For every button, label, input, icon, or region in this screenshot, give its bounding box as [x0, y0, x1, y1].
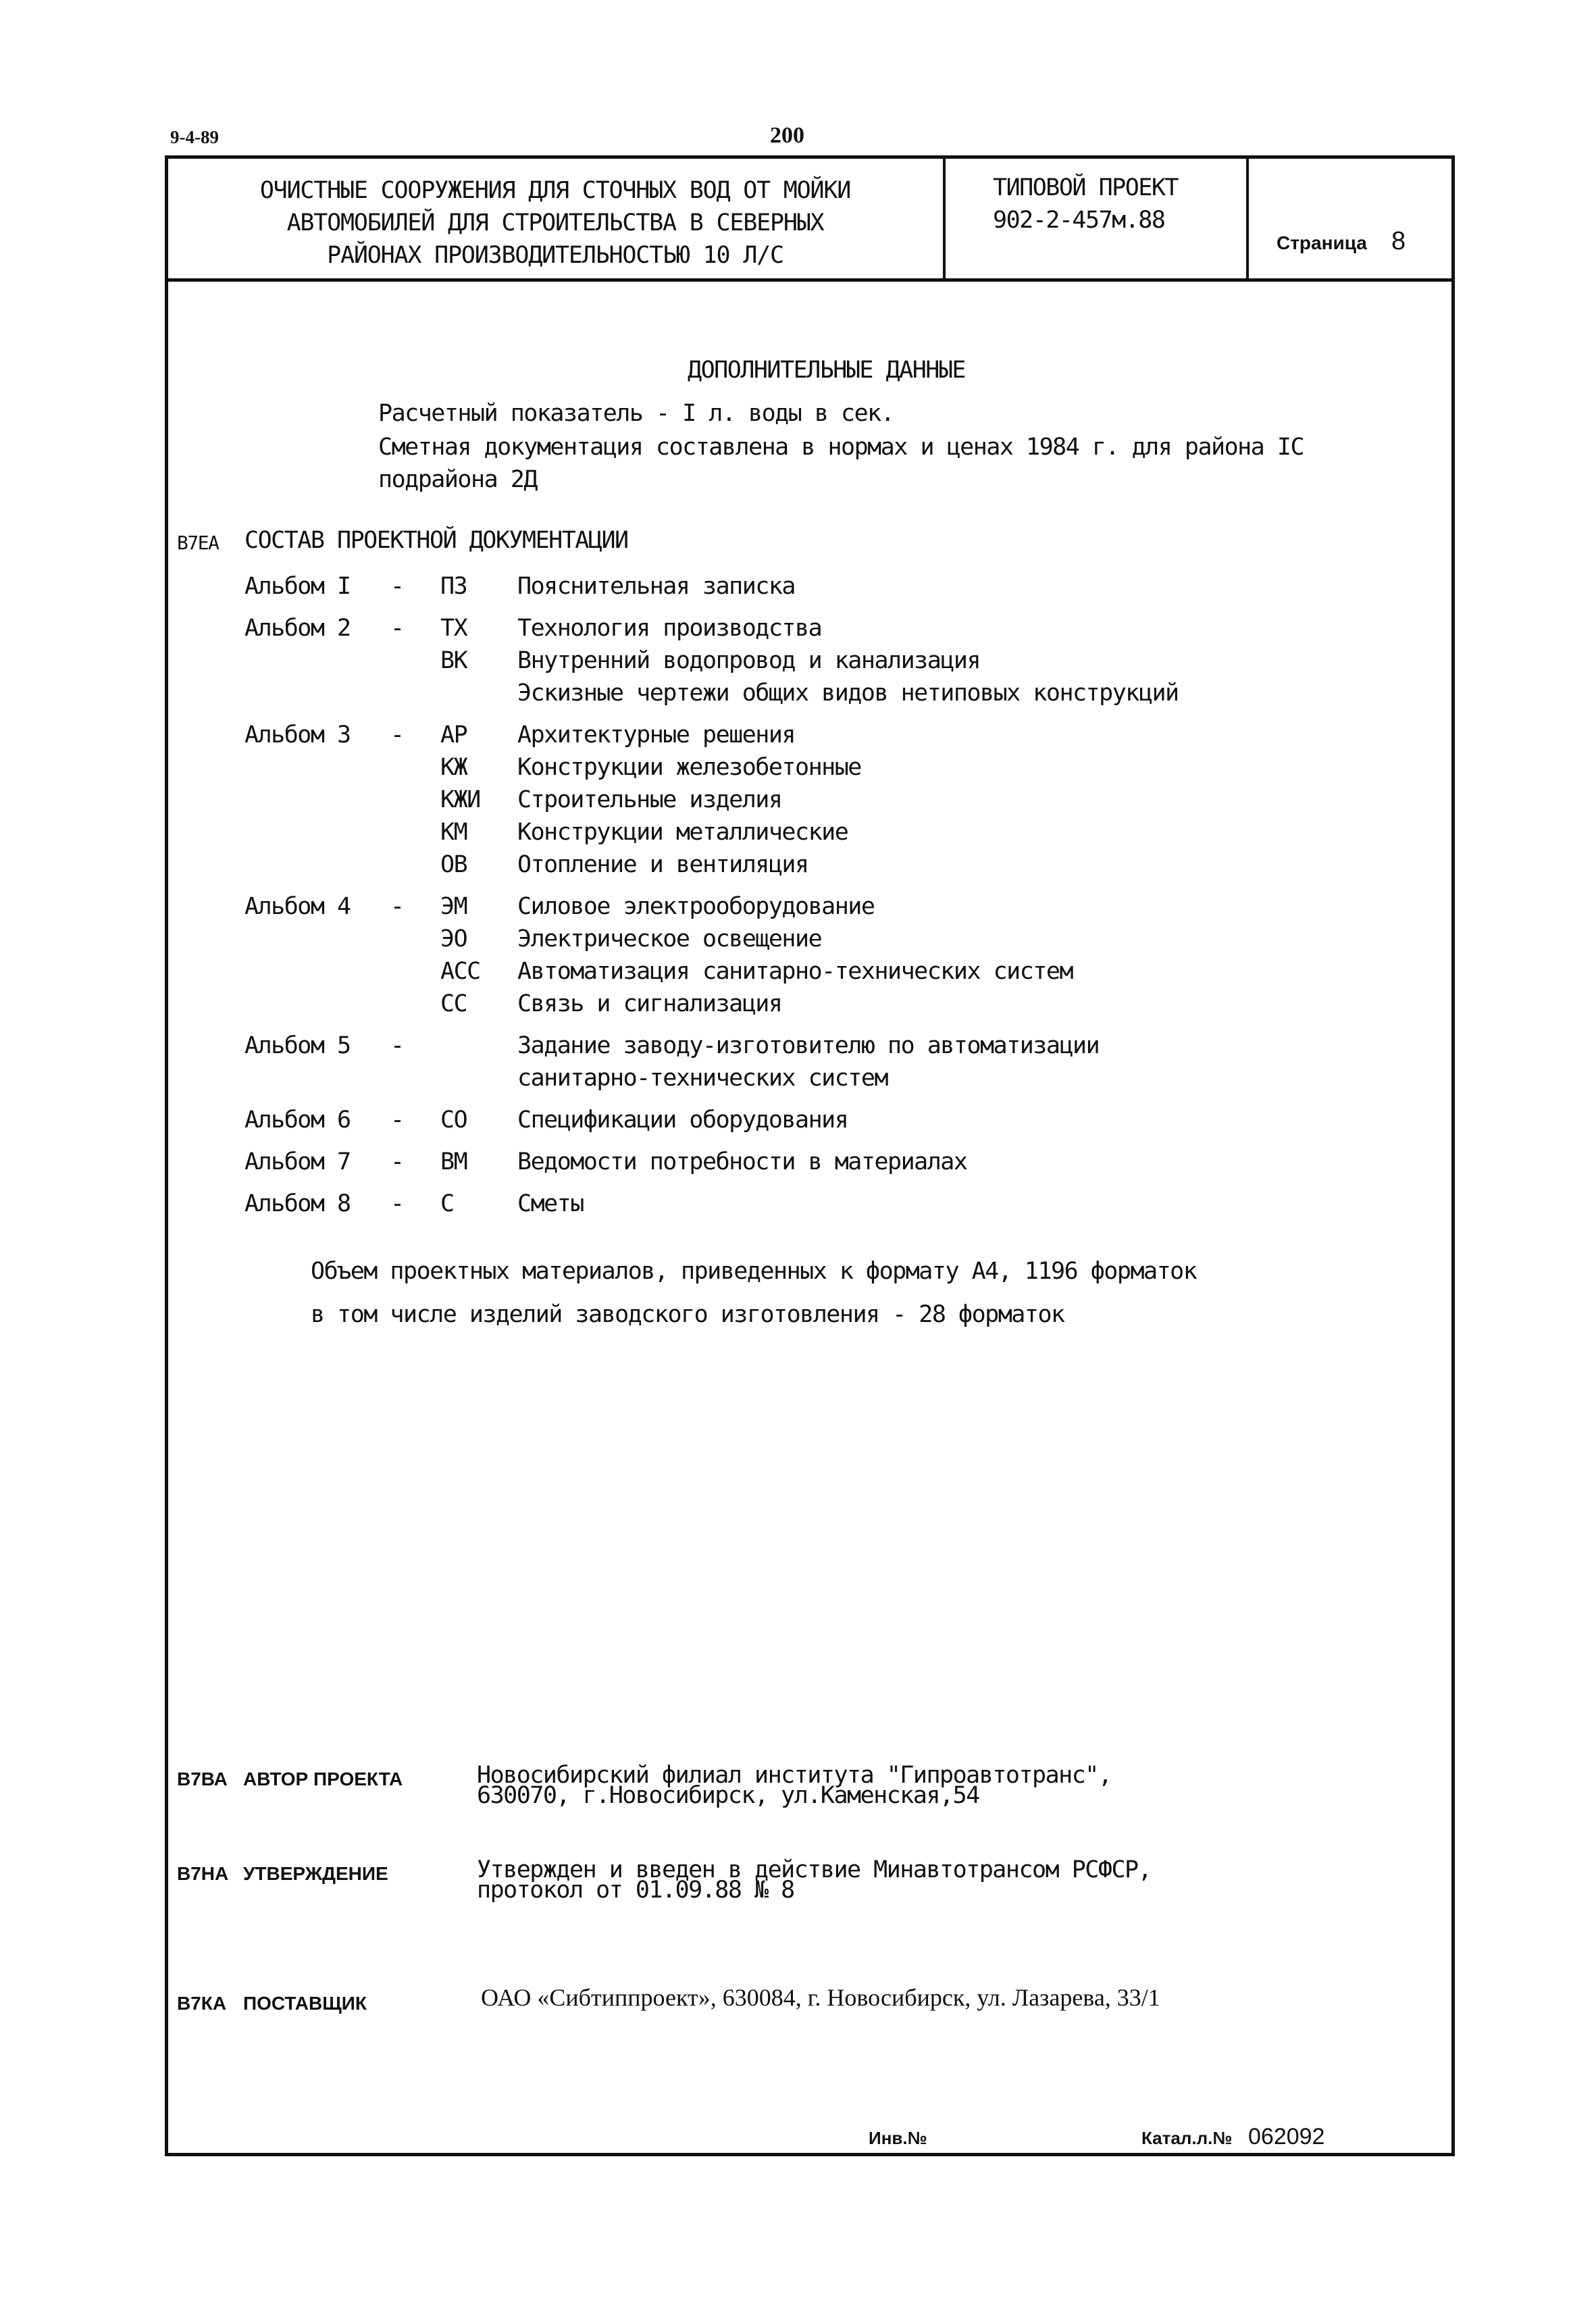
project-type: ТИПОВОЙ ПРОЕКТ — [993, 174, 1179, 201]
composition-row-code: ЭО — [440, 925, 467, 952]
header-divider-2 — [1246, 155, 1249, 280]
composition-row-album: Альбом 2 — [244, 615, 351, 642]
composition-row-code: ТХ — [440, 615, 467, 642]
composition-row-code: С — [440, 1190, 454, 1217]
page-value: 8 — [1391, 227, 1406, 255]
composition-row-code: ОВ — [440, 851, 467, 878]
header-title — [170, 174, 940, 272]
composition-row-album: Альбом 4 — [244, 893, 351, 920]
composition-row-dash: - — [390, 721, 404, 748]
composition-row-desc: Пояснительная записка — [517, 573, 796, 600]
composition-row-code: КЖ — [440, 754, 467, 781]
additional-line: Расчетный показатель - I л. воды в сек. — [378, 400, 894, 427]
composition-heading: СОСТАВ ПРОЕКТНОЙ ДОКУМЕНТАЦИИ — [244, 527, 628, 554]
header-title-line: РАЙОНАХ ПРОИЗВОДИТЕЛЬНОСТЬЮ 10 Л/С — [327, 242, 783, 269]
composition-row-dash: - — [390, 1190, 404, 1217]
header-divider — [165, 278, 1455, 282]
header-title-line: АВТОМОБИЛЕЙ ДЛЯ СТРОИТЕЛЬСТВА В СЕВЕРНЫХ — [286, 209, 824, 236]
supplier-label: ПОСТАВЩИК — [243, 1993, 367, 2014]
composition-row-desc: Связь и сигнализация — [517, 990, 782, 1017]
supplier-code: В7КА — [177, 1993, 227, 2014]
composition-row-desc: санитарно-технических систем — [517, 1065, 888, 1092]
additional-line: Сметная документация составлена в нормах и ценах 1984 г. для района IC — [378, 434, 1304, 461]
composition-row-album: Альбом I — [244, 573, 351, 600]
composition-row-desc: Строительные изделия — [517, 786, 782, 813]
author-label: АВТОР ПРОЕКТА — [243, 1769, 403, 1789]
page-label: Страница — [1277, 232, 1367, 253]
composition-row-desc: Автоматизация санитарно-технических систем — [517, 958, 1073, 985]
page-number: 200 — [770, 123, 804, 148]
composition-row-album: Альбом 6 — [244, 1106, 351, 1134]
composition-row-album: Альбом 8 — [244, 1190, 351, 1217]
header-divider-1 — [943, 155, 946, 280]
catalog-value: 062092 — [1248, 2124, 1325, 2149]
author-line: Новосибирский филиал института "Гипроавтотранс", — [477, 1762, 1112, 1789]
composition-row-desc: Конструкции железобетонные — [517, 754, 861, 781]
composition-row-dash: - — [390, 615, 404, 642]
composition-row-code: ВК — [440, 647, 467, 674]
composition-row-desc: Технология производства — [517, 615, 822, 642]
composition-row-code: ПЗ — [440, 573, 467, 600]
catalog-label: Катал.л.№ — [1141, 2128, 1233, 2148]
approval-code: В7НА — [177, 1863, 229, 1884]
composition-row-code: АР — [440, 721, 467, 748]
composition-row-desc: Ведомости потребности в материалах — [517, 1148, 967, 1175]
composition-row-desc: Сметы — [517, 1190, 584, 1217]
composition-row-desc: Архитектурные решения — [517, 721, 796, 748]
inventory-label: Инв.№ — [869, 2128, 927, 2148]
composition-row-dash: - — [390, 573, 404, 600]
composition-row-code: КМ — [440, 819, 467, 846]
volume-line: Объем проектных материалов, приведенных к формату А4, 1196 форматок — [311, 1258, 1197, 1285]
composition-row-desc: Внутренний водопровод и канализация — [517, 647, 981, 674]
project-number: 902-2-457м.88 — [993, 207, 1165, 234]
composition-row-dash: - — [390, 1148, 404, 1175]
composition-row-code: СО — [440, 1106, 467, 1134]
composition-row-code: ЭМ — [440, 893, 467, 920]
composition-code: В7ЕА — [177, 532, 219, 554]
composition-row-desc: Эскизные чертежи общих видов нетиповых конструкций — [517, 680, 1179, 707]
composition-row-dash: - — [390, 893, 404, 920]
composition-row-desc: Конструкции металлические — [517, 819, 848, 846]
approval-line: протокол от 01.09.88 № 8 — [477, 1877, 794, 1904]
author-line: 630070, г.Новосибирск, ул.Каменская,54 — [477, 1782, 979, 1809]
composition-row-code: КЖИ — [440, 786, 480, 813]
composition-row-dash: - — [390, 1032, 404, 1059]
composition-row-desc: Электрическое освещение — [517, 925, 822, 952]
composition-row-album: Альбом 7 — [244, 1148, 351, 1175]
additional-line: подрайона 2Д — [378, 466, 537, 493]
composition-row-desc: Силовое электрооборудование — [517, 893, 875, 920]
header-title-line: ОЧИСТНЫЕ СООРУЖЕНИЯ ДЛЯ СТОЧНЫХ ВОД ОТ МОЙКИ — [259, 177, 851, 204]
approval-label: УТВЕРЖДЕНИЕ — [243, 1863, 388, 1884]
composition-row-desc: Спецификации оборудования — [517, 1106, 848, 1134]
composition-row-album: Альбом 3 — [244, 721, 351, 748]
supplier-text: ОАО «Сибтиппроект», 630084, г. Новосибирск, ул. Лазарева, 33/1 — [481, 1984, 1160, 2011]
author-code: В7ВА — [177, 1769, 228, 1789]
composition-row-desc: Задание заводу-изготовителю по автоматизации — [517, 1032, 1100, 1059]
composition-row-code: ВМ — [440, 1148, 467, 1175]
volume-line: в том числе изделий заводского изготовления - 28 форматок — [311, 1301, 1064, 1328]
approval-line: Утвержден и введен в действие Минавтотрансом РСФСР, — [477, 1856, 1152, 1883]
sheet-code: 9-4-89 — [170, 127, 219, 147]
composition-row-code: СС — [440, 990, 467, 1017]
composition-row-code: АСС — [440, 958, 480, 985]
additional-heading: ДОПОЛНИТЕЛЬНЫЕ ДАННЫЕ — [688, 357, 966, 384]
composition-row-album: Альбом 5 — [244, 1032, 351, 1059]
composition-row-dash: - — [390, 1106, 404, 1134]
composition-row-desc: Отопление и вентиляция — [517, 851, 808, 878]
